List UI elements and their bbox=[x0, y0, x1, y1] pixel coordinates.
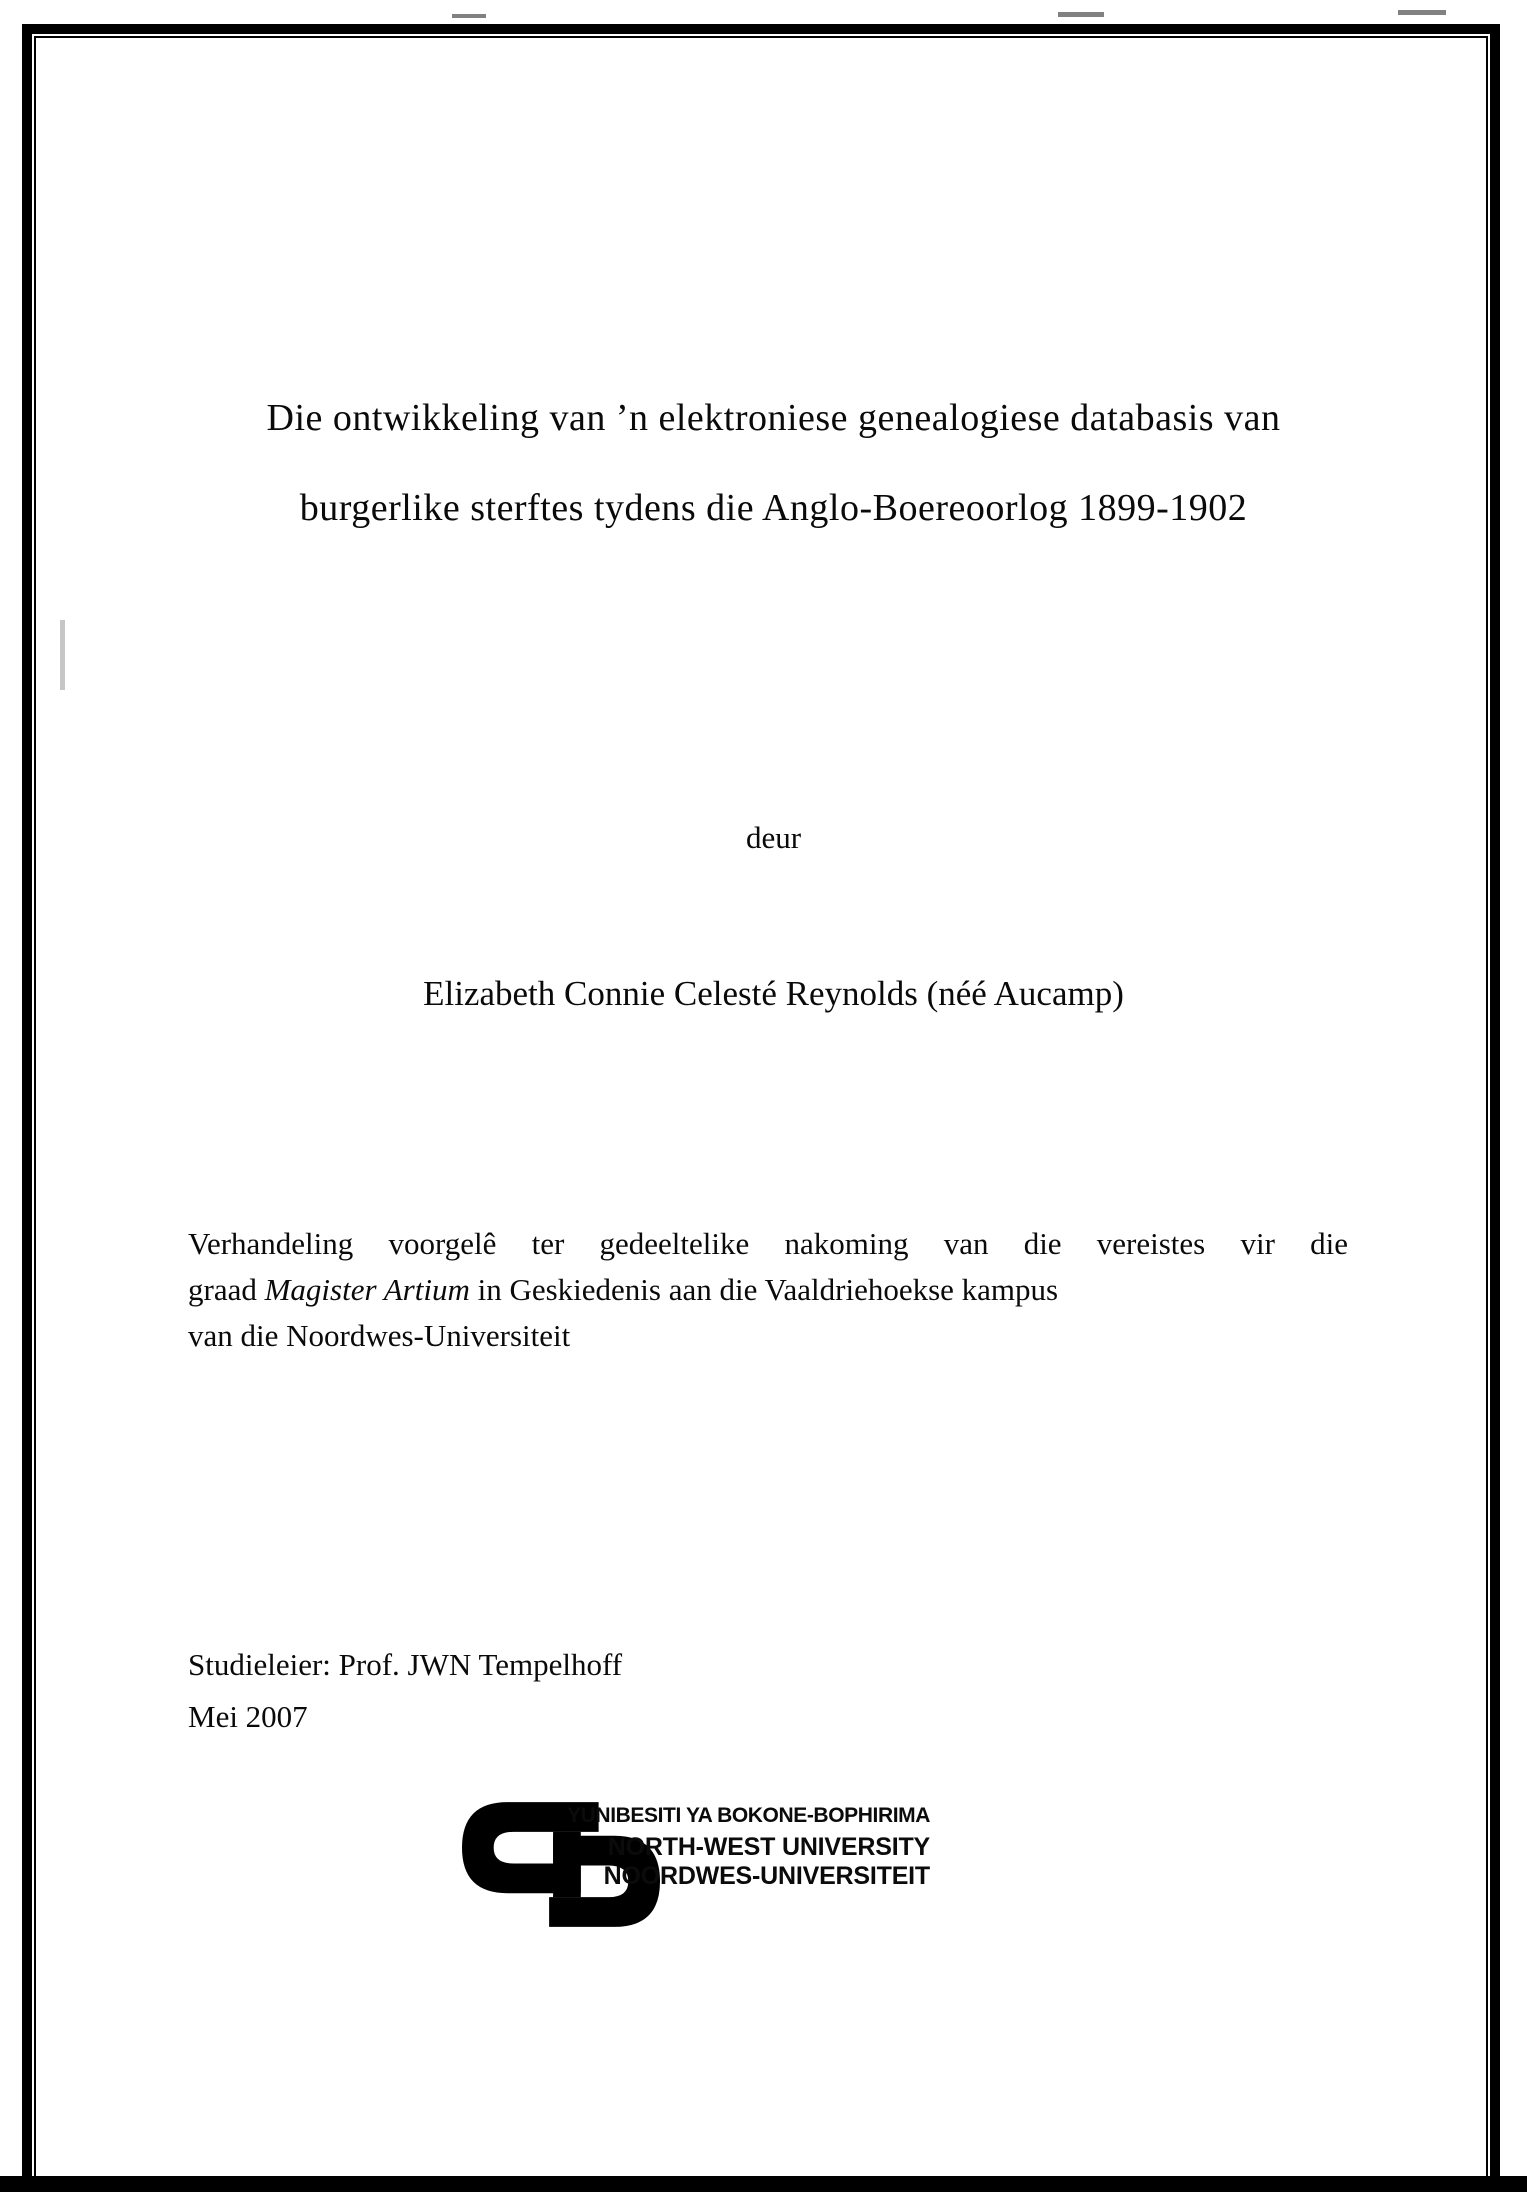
scan-artifact bbox=[60, 620, 65, 690]
degree-statement bbox=[188, 1221, 1348, 1359]
degree-statement-line-2 bbox=[188, 1267, 1348, 1313]
degree-name-italic: Magister Artium bbox=[264, 1272, 470, 1307]
nwu-logo-line-afrikaans: NOORDWES-UNIVERSITEIT bbox=[603, 1862, 930, 1890]
byline: deur bbox=[745, 820, 802, 855]
title-line-1: Die ontwikkeling van ’n elektroniese genealogiese databasis van bbox=[266, 397, 1281, 439]
title-line-2: burgerlike sterftes tydens die Anglo-Boereoorlog 1899-1902 bbox=[299, 487, 1248, 529]
supervisor-line: Studieleier: Prof. JWN Tempelhoff bbox=[188, 1647, 623, 1682]
date-line: Mei 2007 bbox=[188, 1699, 308, 1734]
nwu-logo-wordmark bbox=[530, 1804, 930, 1890]
nwu-logo-line-setswana: YUNIBESITI YA BOKONE-BOPHIRIMA bbox=[567, 1804, 930, 1827]
scan-artifact bbox=[452, 14, 486, 18]
author-name: Elizabeth Connie Celesté Reynolds (néé Aucamp) bbox=[423, 974, 1124, 1013]
degree-statement-line-2-prefix: graad bbox=[188, 1272, 265, 1307]
scan-artifact bbox=[1058, 12, 1104, 17]
degree-statement-line-2-suffix: in Geskiedenis aan die Vaaldriehoekse kampus bbox=[469, 1272, 1059, 1307]
degree-statement-line-3: van die Noordwes-Universiteit bbox=[188, 1318, 571, 1353]
degree-statement-line-1: Verhandeling voorgelê ter gedeeltelike nakoming van die vereistes vir die bbox=[188, 1226, 1348, 1261]
scan-artifact-bottom-edge bbox=[0, 2176, 1527, 2192]
scan-artifact bbox=[1398, 10, 1446, 15]
nwu-logo-line-english: NORTH-WEST UNIVERSITY bbox=[607, 1833, 930, 1861]
